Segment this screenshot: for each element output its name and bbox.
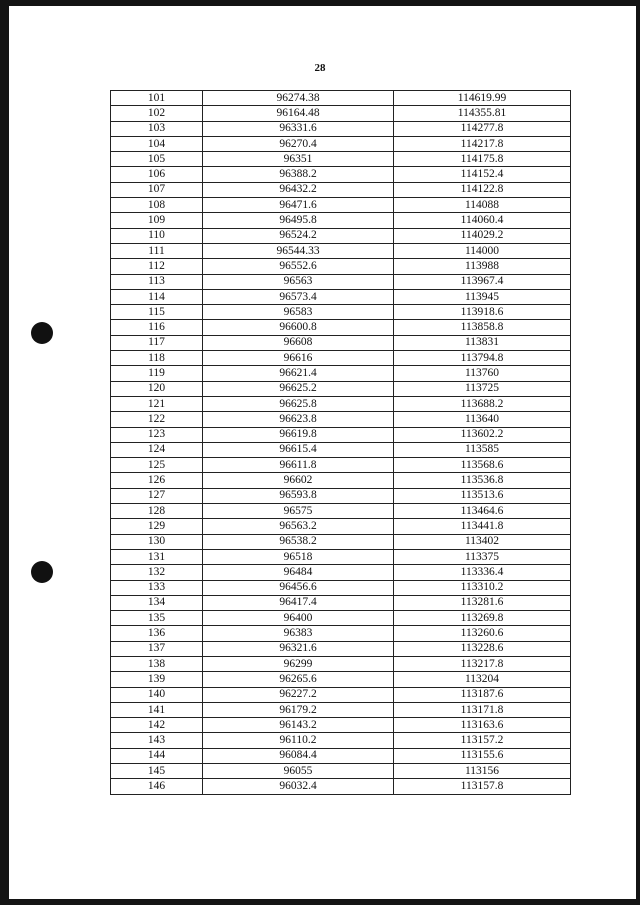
point-id-cell: 110 xyxy=(111,228,203,243)
y-coordinate-cell: 114619.99 xyxy=(394,91,571,106)
point-id-cell: 146 xyxy=(111,779,203,794)
y-coordinate-cell: 113568.6 xyxy=(394,458,571,473)
point-id-cell: 102 xyxy=(111,106,203,121)
table-row xyxy=(111,473,571,488)
x-coordinate-cell: 96484 xyxy=(203,565,394,580)
x-coordinate-cell: 96575 xyxy=(203,504,394,519)
point-id-cell: 134 xyxy=(111,595,203,610)
point-id-cell: 117 xyxy=(111,335,203,350)
x-coordinate-cell: 96538.2 xyxy=(203,534,394,549)
x-coordinate-cell: 96573.4 xyxy=(203,289,394,304)
table-row xyxy=(111,534,571,549)
x-coordinate-cell: 96611.8 xyxy=(203,458,394,473)
y-coordinate-cell: 113760 xyxy=(394,366,571,381)
y-coordinate-cell: 113536.8 xyxy=(394,473,571,488)
table-row xyxy=(111,274,571,289)
y-coordinate-cell: 113157.2 xyxy=(394,733,571,748)
y-coordinate-cell: 113858.8 xyxy=(394,320,571,335)
table-row xyxy=(111,152,571,167)
y-coordinate-cell: 113204 xyxy=(394,672,571,687)
point-id-cell: 130 xyxy=(111,534,203,549)
page-number: 28 xyxy=(314,62,326,74)
table-row xyxy=(111,733,571,748)
table-row xyxy=(111,641,571,656)
page-border-right xyxy=(636,0,640,905)
y-coordinate-cell: 113441.8 xyxy=(394,519,571,534)
y-coordinate-cell: 114355.81 xyxy=(394,106,571,121)
table-row xyxy=(111,687,571,702)
y-coordinate-cell: 113260.6 xyxy=(394,626,571,641)
x-coordinate-cell: 96110.2 xyxy=(203,733,394,748)
x-coordinate-cell: 96456.6 xyxy=(203,580,394,595)
table-row xyxy=(111,396,571,411)
point-id-cell: 140 xyxy=(111,687,203,702)
point-id-cell: 128 xyxy=(111,504,203,519)
table-row xyxy=(111,565,571,580)
y-coordinate-cell: 114277.8 xyxy=(394,121,571,136)
y-coordinate-cell: 114175.8 xyxy=(394,152,571,167)
table-row xyxy=(111,442,571,457)
table-row xyxy=(111,412,571,427)
y-coordinate-cell: 113402 xyxy=(394,534,571,549)
table-row xyxy=(111,259,571,274)
table-row xyxy=(111,351,571,366)
point-id-cell: 122 xyxy=(111,412,203,427)
point-id-cell: 120 xyxy=(111,381,203,396)
table-row xyxy=(111,167,571,182)
table-row xyxy=(111,458,571,473)
y-coordinate-cell: 113945 xyxy=(394,289,571,304)
y-coordinate-cell: 113269.8 xyxy=(394,611,571,626)
point-id-cell: 112 xyxy=(111,259,203,274)
x-coordinate-cell: 96600.8 xyxy=(203,320,394,335)
x-coordinate-cell: 96593.8 xyxy=(203,488,394,503)
point-id-cell: 105 xyxy=(111,152,203,167)
y-coordinate-cell: 113281.6 xyxy=(394,595,571,610)
point-id-cell: 138 xyxy=(111,656,203,671)
x-coordinate-cell: 96383 xyxy=(203,626,394,641)
y-coordinate-cell: 113918.6 xyxy=(394,305,571,320)
point-id-cell: 142 xyxy=(111,718,203,733)
point-id-cell: 144 xyxy=(111,748,203,763)
table-row xyxy=(111,672,571,687)
y-coordinate-cell: 113171.8 xyxy=(394,702,571,717)
x-coordinate-cell: 96602 xyxy=(203,473,394,488)
y-coordinate-cell: 114000 xyxy=(394,243,571,258)
x-coordinate-cell: 96321.6 xyxy=(203,641,394,656)
x-coordinate-cell: 96524.2 xyxy=(203,228,394,243)
y-coordinate-cell: 113375 xyxy=(394,549,571,564)
x-coordinate-cell: 96400 xyxy=(203,611,394,626)
table-row xyxy=(111,626,571,641)
x-coordinate-cell: 96471.6 xyxy=(203,198,394,213)
table-row xyxy=(111,718,571,733)
point-id-cell: 129 xyxy=(111,519,203,534)
x-coordinate-cell: 96625.8 xyxy=(203,396,394,411)
y-coordinate-cell: 113513.6 xyxy=(394,488,571,503)
point-id-cell: 141 xyxy=(111,702,203,717)
point-id-cell: 114 xyxy=(111,289,203,304)
x-coordinate-cell: 96432.2 xyxy=(203,182,394,197)
table-body xyxy=(111,91,571,795)
table-row xyxy=(111,427,571,442)
y-coordinate-cell: 113794.8 xyxy=(394,351,571,366)
x-coordinate-cell: 96143.2 xyxy=(203,718,394,733)
table-row xyxy=(111,748,571,763)
table-row xyxy=(111,366,571,381)
table-row xyxy=(111,305,571,320)
table-row xyxy=(111,213,571,228)
y-coordinate-cell: 113640 xyxy=(394,412,571,427)
point-id-cell: 136 xyxy=(111,626,203,641)
table-row xyxy=(111,198,571,213)
x-coordinate-cell: 96495.8 xyxy=(203,213,394,228)
table-row xyxy=(111,136,571,151)
table-row xyxy=(111,504,571,519)
point-id-cell: 127 xyxy=(111,488,203,503)
x-coordinate-cell: 96544.33 xyxy=(203,243,394,258)
table-row xyxy=(111,228,571,243)
point-id-cell: 116 xyxy=(111,320,203,335)
x-coordinate-cell: 96179.2 xyxy=(203,702,394,717)
point-id-cell: 106 xyxy=(111,167,203,182)
y-coordinate-cell: 114060.4 xyxy=(394,213,571,228)
y-coordinate-cell: 113988 xyxy=(394,259,571,274)
table-row xyxy=(111,243,571,258)
x-coordinate-cell: 96623.8 xyxy=(203,412,394,427)
point-id-cell: 131 xyxy=(111,549,203,564)
table-row xyxy=(111,595,571,610)
x-coordinate-cell: 96563 xyxy=(203,274,394,289)
table-row xyxy=(111,549,571,564)
point-id-cell: 103 xyxy=(111,121,203,136)
point-id-cell: 132 xyxy=(111,565,203,580)
coordinate-table xyxy=(110,90,571,795)
x-coordinate-cell: 96583 xyxy=(203,305,394,320)
table-row xyxy=(111,335,571,350)
table-row xyxy=(111,488,571,503)
x-coordinate-cell: 96563.2 xyxy=(203,519,394,534)
x-coordinate-cell: 96265.6 xyxy=(203,672,394,687)
point-id-cell: 133 xyxy=(111,580,203,595)
table-row xyxy=(111,764,571,779)
point-id-cell: 109 xyxy=(111,213,203,228)
x-coordinate-cell: 96227.2 xyxy=(203,687,394,702)
x-coordinate-cell: 96608 xyxy=(203,335,394,350)
point-id-cell: 125 xyxy=(111,458,203,473)
point-id-cell: 118 xyxy=(111,351,203,366)
y-coordinate-cell: 113688.2 xyxy=(394,396,571,411)
x-coordinate-cell: 96164.48 xyxy=(203,106,394,121)
point-id-cell: 145 xyxy=(111,764,203,779)
punch-hole-upper xyxy=(31,322,53,344)
y-coordinate-cell: 113602.2 xyxy=(394,427,571,442)
x-coordinate-cell: 96274.38 xyxy=(203,91,394,106)
y-coordinate-cell: 114029.2 xyxy=(394,228,571,243)
y-coordinate-cell: 113217.8 xyxy=(394,656,571,671)
table-row xyxy=(111,289,571,304)
y-coordinate-cell: 113187.6 xyxy=(394,687,571,702)
y-coordinate-cell: 113336.4 xyxy=(394,565,571,580)
x-coordinate-cell: 96615.4 xyxy=(203,442,394,457)
page-border-left xyxy=(0,0,9,905)
punch-hole-lower xyxy=(31,561,53,583)
y-coordinate-cell: 113228.6 xyxy=(394,641,571,656)
y-coordinate-cell: 114152.4 xyxy=(394,167,571,182)
y-coordinate-cell: 113156 xyxy=(394,764,571,779)
point-id-cell: 101 xyxy=(111,91,203,106)
x-coordinate-cell: 96331.6 xyxy=(203,121,394,136)
point-id-cell: 143 xyxy=(111,733,203,748)
page-border-bottom xyxy=(0,899,640,905)
x-coordinate-cell: 96055 xyxy=(203,764,394,779)
table-row xyxy=(111,91,571,106)
table-row xyxy=(111,611,571,626)
page-border-top xyxy=(0,0,640,6)
table-row xyxy=(111,702,571,717)
table-row xyxy=(111,580,571,595)
y-coordinate-cell: 114088 xyxy=(394,198,571,213)
point-id-cell: 124 xyxy=(111,442,203,457)
y-coordinate-cell: 113157.8 xyxy=(394,779,571,794)
table-row xyxy=(111,182,571,197)
table-row xyxy=(111,106,571,121)
table-row xyxy=(111,779,571,794)
point-id-cell: 121 xyxy=(111,396,203,411)
point-id-cell: 104 xyxy=(111,136,203,151)
x-coordinate-cell: 96032.4 xyxy=(203,779,394,794)
y-coordinate-cell: 113310.2 xyxy=(394,580,571,595)
point-id-cell: 113 xyxy=(111,274,203,289)
y-coordinate-cell: 113585 xyxy=(394,442,571,457)
y-coordinate-cell: 113155.6 xyxy=(394,748,571,763)
point-id-cell: 123 xyxy=(111,427,203,442)
point-id-cell: 119 xyxy=(111,366,203,381)
point-id-cell: 135 xyxy=(111,611,203,626)
x-coordinate-cell: 96616 xyxy=(203,351,394,366)
x-coordinate-cell: 96621.4 xyxy=(203,366,394,381)
point-id-cell: 108 xyxy=(111,198,203,213)
table-row xyxy=(111,121,571,136)
y-coordinate-cell: 113967.4 xyxy=(394,274,571,289)
y-coordinate-cell: 114122.8 xyxy=(394,182,571,197)
table-row xyxy=(111,381,571,396)
y-coordinate-cell: 114217.8 xyxy=(394,136,571,151)
point-id-cell: 111 xyxy=(111,243,203,258)
y-coordinate-cell: 113725 xyxy=(394,381,571,396)
table-row xyxy=(111,519,571,534)
x-coordinate-cell: 96518 xyxy=(203,549,394,564)
y-coordinate-cell: 113464.6 xyxy=(394,504,571,519)
x-coordinate-cell: 96351 xyxy=(203,152,394,167)
point-id-cell: 137 xyxy=(111,641,203,656)
x-coordinate-cell: 96270.4 xyxy=(203,136,394,151)
x-coordinate-cell: 96388.2 xyxy=(203,167,394,182)
table-row xyxy=(111,656,571,671)
x-coordinate-cell: 96417.4 xyxy=(203,595,394,610)
point-id-cell: 139 xyxy=(111,672,203,687)
x-coordinate-cell: 96552.6 xyxy=(203,259,394,274)
point-id-cell: 126 xyxy=(111,473,203,488)
y-coordinate-cell: 113163.6 xyxy=(394,718,571,733)
y-coordinate-cell: 113831 xyxy=(394,335,571,350)
point-id-cell: 107 xyxy=(111,182,203,197)
x-coordinate-cell: 96619.8 xyxy=(203,427,394,442)
x-coordinate-cell: 96625.2 xyxy=(203,381,394,396)
point-id-cell: 115 xyxy=(111,305,203,320)
table-row xyxy=(111,320,571,335)
x-coordinate-cell: 96084.4 xyxy=(203,748,394,763)
x-coordinate-cell: 96299 xyxy=(203,656,394,671)
